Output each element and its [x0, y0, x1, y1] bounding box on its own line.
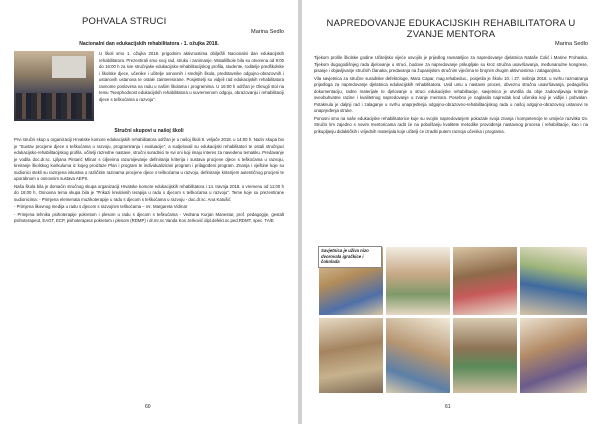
photo-classroom-8: [519, 317, 588, 394]
photo-classroom-7: [452, 317, 518, 394]
author: Marina Sedlo: [251, 29, 284, 35]
paragraph: Prvi stručni skup u organizaciji Hrvatske komore edukacijskih rehabilitatora održan je u našoj školi 8. veljače 2018. u 14:00 h. Naziv skupa bio je "Suvtav procjene djece s teškoćama u razvoju, programiranja i evaluacije", a sudjelovali su edukacijski rehabilitatori te ostali stručnjaci edukacijsko-rehabilitacijskog profila, učitelji razredne nastave, stručni suradnici te svi oni koji imaju interes za navedenu tematiku. Predavanje je vodila doc.dr.sc. Ljiljana Pintarić Mlinar s ciljevima razumijevanje definiranja kriterija i sustava procjene djece s teškoćama u razvoju, kreiranje školskog kurikuluma iz kojeg proizlaze Plan i program te individualizirani program i prilagođeni program. Znanja i vještine koje su sudionici stekli su razmjena iskustva o različitim razinama procjene djece s teškoćama u razvoju, definiranje kriterijem autentičnog procjeni te uporabnom u osnovnim sustava AEPS.: [14, 137, 284, 181]
paragraph: - Primjena likovnog medija u radu s djecom s razvojnim teškoćama – mr. Margareta Vidmar: [14, 204, 188, 209]
paragraph: Naša škola bila je domaćin stručnog skupa organizaciji Hrvatske komore edukacijskih rehabilitatora i 14. travnja 2018. u vremenu od 11:00 h do 18:00 h. Osnovna tema skupa bila je "Prikazi kreativnih terapija u radu s djecom s teškoćama u razvoju". Teme koje su prezentirane sudionicima: - Primjena elemenata muzikoterapije u radu s djecom s teškoćama u razvoju - doc.dr.sc. Ana Katušić: [14, 183, 284, 202]
paragraph: - Primjena tehnika psihoterapije pokretom i plesom u radu s djecom s teškoćama - Vedrana Kurjan Manestar, prof. pedagogije, gestalt psihoterapeut, EAGT, ECP, psihoterapeut pokretom i plesom (RDMP) i dr.mr.sc.Vanda Kos Jerković dipl.defekt.sc.ped.RDMT, spec. TA/E: [14, 211, 284, 223]
photo-classroom-3: [452, 246, 518, 316]
section-heading: Stručni skupovi u našoj školi: [114, 128, 184, 134]
page-title: POHVALA STRUCI: [82, 16, 167, 27]
left-page: [0, 0, 298, 424]
photo-classroom-5: [318, 317, 384, 394]
photo-classroom-2: [385, 246, 451, 316]
article-subtitle: Nacionalni dan edukacijskih rehabilitatora - 1. ožujka 2018.: [79, 41, 219, 47]
projection-screen: [52, 56, 86, 78]
page-number: 61: [445, 404, 451, 410]
gallery-caption: Savjetnica je uživa nizo dvorovala igračkice i čokolada: [318, 246, 382, 268]
photo-classroom-4: [519, 246, 588, 316]
right-page: [302, 0, 600, 424]
photo-gallery: [318, 246, 588, 394]
page-number: 60: [145, 404, 151, 410]
paragraph: Tijekom prošle školske godine Učiteljsko vijeće usvojilo je prijedlog ravnateljice za napredovanje djelatnica Nataše Ćolić i Marine Prohaska. Tijekom dugogodišnjeg rada djelovanje u struci, bodove za napredovanje prikupljale su kroz stručna usavršavanja, međunarodne kongrese, pisanje i objavljivanje stručnih članaka, predavanja na županijskim stručnim vijećima te brojnim drugim aktivnostima i zalaganjima.: [314, 55, 588, 73]
photo-classroom-6: [385, 317, 451, 394]
event-photo: [14, 51, 94, 121]
paragraph: Vila savjetnica za stručne suradnike defektologe, Mara Capar, mag.rehabeduc., posjetila je školu 10. i 27. svibnja 2018. u svrhu razmatranja prijedloga za napredovanje djelatnica edukacijskih rehabilitatora. Uvid umu u nastavni proces, obveznu stručnu usavršavanja, pedagošku dokumentaciju, radne materijale te djelovanje u struci edukacijske rehabilitacije, savjetnica je utvrdila da obje zadovoljavaju kriterije sveobuhvatne razine i kvalitetnog napredovanje u zvanje mentora. Posebno je naglasila napredak kod učenika koji je vidljiv i pohvalan. Potaknula je daljnji rad i zalaganje u svrhu unaprjeđenja odgojno-obrazovno-rehabilitacijskog rada u našoj odgojno-obrazovnoj ustanovi te unaprjeđenja struke.: [314, 75, 588, 113]
page-title: NAPREDOVANJE EDUKACIJSKIH REHABILITATORA U ZVANJE MENTORA: [326, 18, 576, 40]
intro-paragraph: U školi smo 1. ožujka 2018. prigodnim aktivnostima obilježili Nacionalni dan edukacijskih rehabilitatora. Prezentirali smo svoj rad, struku i zanimanje. Watališkole bila su otvorena od 9:00 do 16:00 h za sve stručnjake edukacijsko-rehabilitacijskog profila, studente, roditelje predškolske i školske djece, učenike i učitelje osnovnih i srednjih škola, predstavnike odgojno-obrazovnih i ustanovih ustanova te ostale zainteresirane. Posjetitelji su vidjeli rad edukacijskih rehabilitatora ravnome poslovima na radu u našim školama i programima. U 16:00 h održan je Okrugli stol na temu "Neophodnost edukacijskih rehabilitatora u suvremenom odgoju, obrazovanju i rehabilitaciji djece s teškoćama u razvoju".: [99, 51, 284, 102]
paragraph: Ponosni smo na naše edukacijske rehabilitatorice koje su svojim napredovanjem pokazale svoja znanja i kompetencije te umijeće razvitka tzv. Stručni tim zajedno s novim mentoricama radit će na pobolšanju kvalitete metodike provođenja nastavnog procesa i rehabilitacije, kao i na prikupljanju didaktičkih i vrijednih materijala koje učitelji će izraditi putem razvoja učenika i programa.: [314, 115, 588, 134]
audience: [16, 93, 92, 119]
author: Marina Sedlo: [555, 41, 588, 47]
intro-block: [14, 51, 284, 123]
